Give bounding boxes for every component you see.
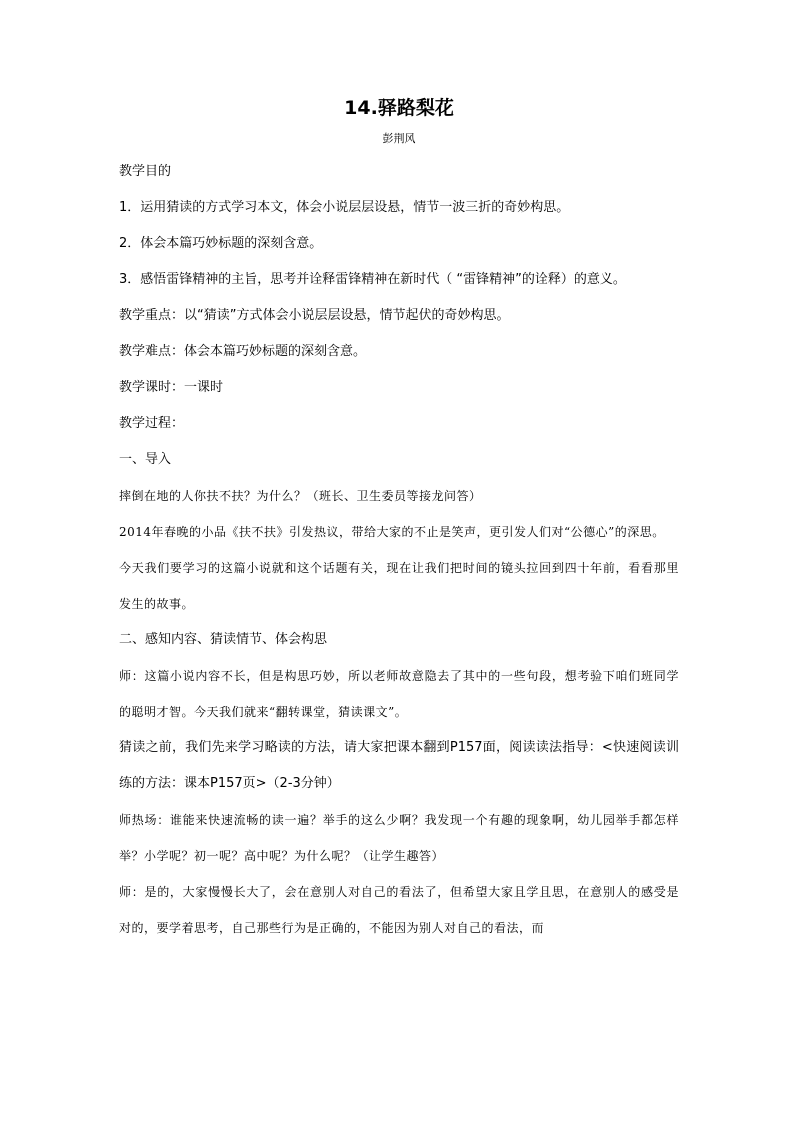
document-body: [119, 96, 679, 946]
author-name: 彭荆风: [382, 132, 416, 145]
body-paragraph: 师：是的，大家慢慢长大了，会在意别人对自己的看法了，但希望大家且学且思，在意别人的感受是对的，要学着思考，自己那些行为是正确的，不能因为别人对自己的看法，而: [119, 885, 679, 935]
teaching-focus: 教学重点：以“猜读”方式体会小说层层设悬，情节起伏的奇妙构思。: [119, 308, 510, 323]
class-hours: 教学课时：一课时: [119, 380, 224, 395]
section-heading-perceive: 二、感知内容、猜读情节、体会构思: [119, 632, 328, 647]
section-heading-objectives: 教学目的: [119, 164, 172, 179]
body-paragraph: 今天我们要学习的这篇小说就和这个话题有关，现在让我们把时间的镜头拉回到四十年前，看看那里发生的故事。: [119, 561, 679, 611]
body-paragraph: 摔倒在地的人你扶不扶？为什么？（班长、卫生委员等接龙问答）: [119, 489, 482, 503]
objective-item-2: 2．体会本篇巧妙标题的深刻含意。: [119, 236, 323, 251]
objective-item-3: 3．感悟雷锋精神的主旨，思考并诠释雷锋精神在新时代（ “雷锋精神”的诠释）的意义。: [119, 272, 626, 287]
section-heading-process: 教学过程：: [119, 416, 185, 431]
body-paragraph: 猜读之前，我们先来学习略读的方法，请大家把课本翻到P157面，阅读读法指导：<快速阅读训练的方法：课本P157页>（2-3分钟）: [119, 740, 679, 791]
section-heading-intro: 一、导入: [119, 452, 172, 467]
objective-item-1: 1．运用猜读的方式学习本文，体会小说层层设悬，情节一波三折的奇妙构思。: [119, 200, 570, 215]
body-paragraph: 师：这篇小说内容不长，但是构思巧妙，所以老师故意隐去了其中的一些句段，想考验下咱们班同学的聪明才智。今天我们就来“翻转课堂，猜读课文”。: [119, 669, 679, 719]
teaching-difficulty: 教学难点：体会本篇巧妙标题的深刻含意。: [119, 344, 367, 359]
lesson-title: 14.驿路梨花: [344, 97, 454, 119]
body-paragraph: 2014年春晚的小品《扶不扶》引发热议，带给大家的不止是笑声，更引发人们对“公德心”的深思。: [119, 525, 665, 539]
body-paragraph: 师热场：谁能来快速流畅的读一遍？举手的这么少啊？我发现一个有趣的现象啊，幼儿园举手都怎样举？小学呢？初一呢？高中呢？为什么呢？（让学生趣答）: [119, 813, 679, 863]
